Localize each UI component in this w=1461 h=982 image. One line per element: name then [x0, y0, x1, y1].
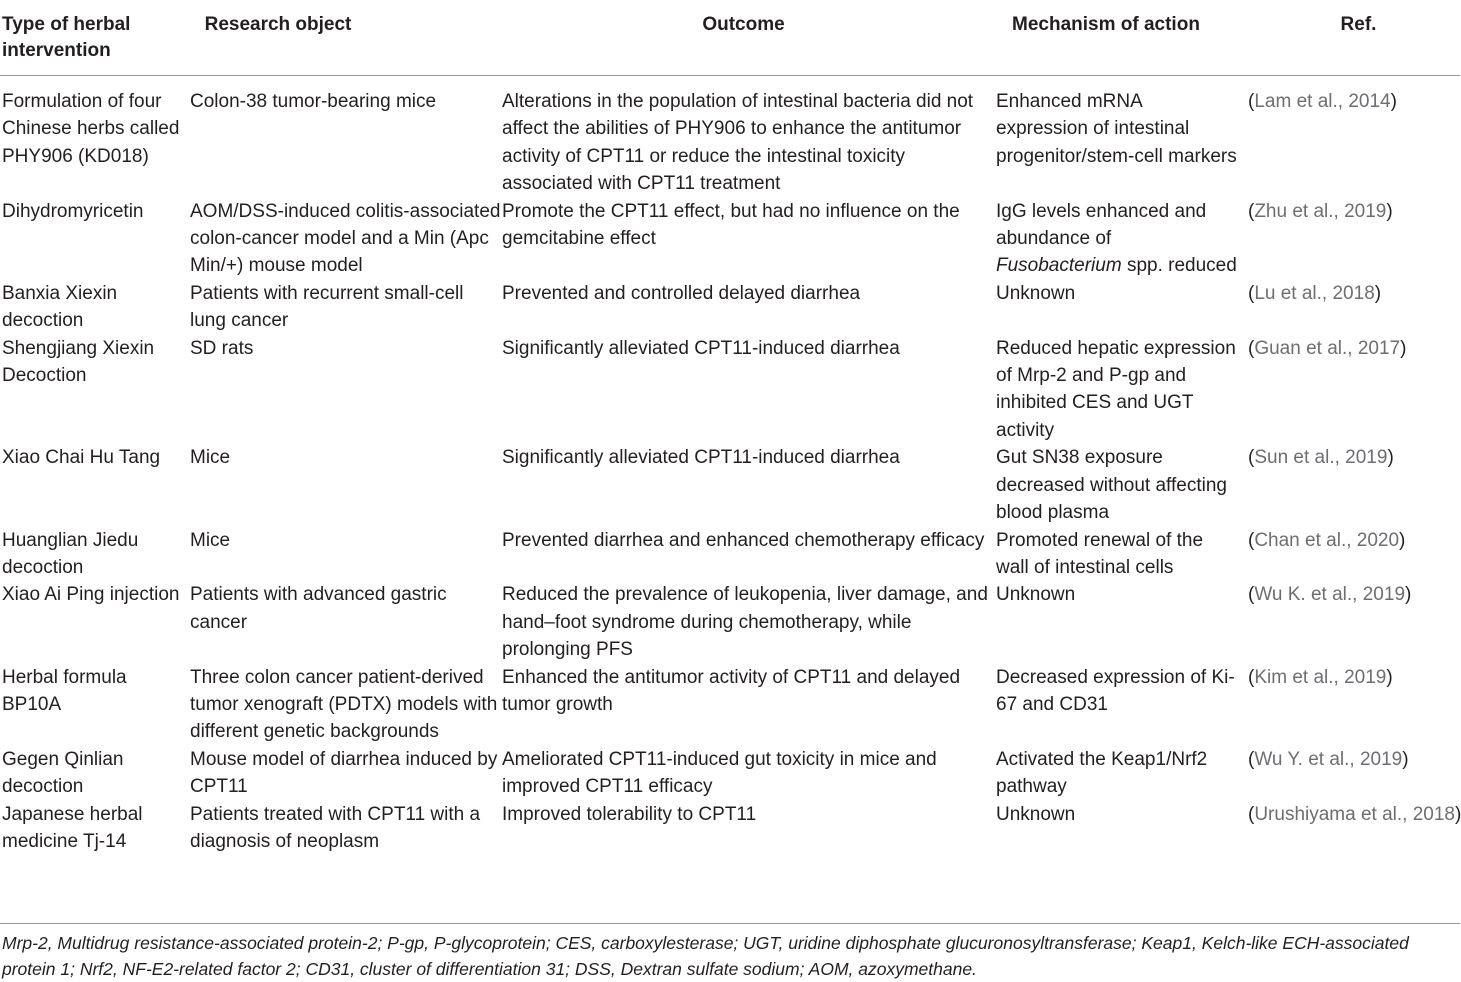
cell-outcome: Promote the CPT11 effect, but had no influence on the gemcitabine effect	[502, 200, 960, 250]
cell-outcome: Ameliorated CPT11-induced gut toxicity in mice and improved CPT11 efficacy	[502, 748, 937, 798]
table-row	[0, 198, 1460, 280]
cell-intervention: Xiao Ai Ping injection	[2, 584, 180, 606]
cell-outcome: Significantly alleviated CPT11-induced diarrhea	[502, 447, 900, 469]
cell-outcome: Enhanced the antitumor activity of CPT11 and delayed tumor growth	[502, 666, 961, 715]
cell-intervention: Formulation of four Chinese herbs called PHY906 (KD018)	[2, 91, 180, 167]
reference-link[interactable]: Lu et al., 2018	[1254, 282, 1375, 304]
reference-link[interactable]: Kim et al., 2019	[1254, 666, 1387, 688]
cell-outcome: Significantly alleviated CPT11-induced diarrhea	[502, 337, 900, 359]
ref-open-paren: (	[1248, 529, 1255, 551]
header-mechanism: Mechanism of action	[996, 0, 1237, 76]
header-row	[0, 0, 1460, 76]
reference-link[interactable]: Wu K. et al., 2019	[1254, 584, 1406, 606]
cell-intervention: Gegen Qinlian decoction	[2, 748, 124, 798]
cell-mechanism: Unknown	[996, 282, 1076, 304]
ref-close-paren: )	[1402, 748, 1409, 770]
ref-close-paren: )	[1374, 282, 1382, 304]
cell-ref	[1237, 198, 1460, 280]
ref-close-paren: )	[1399, 529, 1406, 551]
ref-close-paren: )	[1400, 337, 1407, 359]
cell-mechanism: Activated the Keap1/Nrf2 pathway	[996, 748, 1208, 798]
ref-open-paren: (	[1248, 666, 1255, 688]
cell-research-object: Patients with recurrent small-cell lung cancer	[190, 282, 464, 332]
ref-open-paren: (	[1248, 200, 1255, 222]
reference-link[interactable]: Guan et al., 2017	[1254, 337, 1401, 359]
ref-close-paren: )	[1455, 803, 1461, 825]
table-footnote: Mrp-2, Multidrug resistance-associated protein-2; P-gp, P-glycoprotein; CES, carboxylesterase; UGT, uridine diphosphate glucuronosyltransferase; Keap1, Kelch-like ECH-associated protein 1; Nrf2, NF-E2-related factor 2; CD31, cluster of differentiation 31; DSS, Dextran sulfate sodium; AOM, azoxymethane.	[2, 933, 1409, 979]
cell-intervention: Xiao Chai Hu Tang	[2, 447, 161, 469]
cell-ref	[1237, 76, 1460, 198]
table-row	[0, 801, 1460, 859]
mechanism-text: spp. reduced	[1121, 255, 1237, 277]
ref-close-paren: )	[1387, 447, 1394, 469]
cell-intervention: Japanese herbal medicine Tj-14	[2, 803, 143, 852]
ref-open-paren: (	[1248, 803, 1255, 825]
header-intervention: Type of herbal intervention	[0, 0, 189, 76]
cell-research-object: SD rats	[190, 337, 254, 359]
ref-open-paren: (	[1248, 91, 1255, 112]
table-row	[0, 746, 1460, 801]
cell-research-object: Patients treated with CPT11 with a diagnosis of neoplasm	[190, 803, 481, 852]
mechanism-genus-italic: Fusobacterium	[996, 255, 1122, 277]
cell-ref	[1237, 444, 1460, 526]
cell-ref	[1237, 801, 1460, 859]
table-row	[0, 664, 1460, 746]
ref-open-paren: (	[1248, 748, 1255, 770]
cell-mechanism: Gut SN38 exposure decreased without affecting blood plasma	[996, 447, 1227, 524]
table-header	[0, 0, 1460, 76]
mechanism-text: IgG levels enhanced and abundance of	[996, 200, 1207, 250]
ref-close-paren: )	[1405, 584, 1412, 606]
reference-link[interactable]: Urushiyama et al., 2018	[1254, 803, 1455, 825]
cell-mechanism: Enhanced mRNA expression of intestinal progenitor/stem-cell markers	[996, 91, 1237, 167]
cell-mechanism: Promoted renewal of the wall of intestinal cells	[996, 529, 1204, 578]
table-row	[0, 444, 1460, 526]
cell-intervention: Banxia Xiexin decoction	[2, 282, 118, 332]
ref-open-paren: (	[1248, 447, 1255, 469]
cell-ref	[1237, 335, 1460, 445]
cell-ref	[1237, 527, 1460, 582]
cell-outcome: Prevented diarrhea and enhanced chemotherapy efficacy	[502, 529, 985, 551]
reference-link[interactable]: Zhu et al., 2019	[1254, 200, 1387, 222]
cell-intervention: Shengjiang Xiexin Decoction	[2, 337, 155, 387]
footnote-divider	[0, 923, 1460, 924]
cell-ref	[1237, 581, 1460, 663]
reference-link[interactable]: Sun et al., 2019	[1254, 447, 1388, 469]
cell-intervention: Herbal formula BP10A	[2, 666, 127, 715]
reference-link[interactable]: Chan et al., 2020	[1254, 529, 1400, 551]
cell-intervention: Huanglian Jiedu decoction	[2, 529, 139, 578]
cell-outcome: Reduced the prevalence of leukopenia, liver damage, and hand–foot syndrome during chemotherapy, while prolonging PFS	[502, 584, 988, 661]
reference-link[interactable]: Lam et al., 2014	[1254, 91, 1391, 112]
cell-research-object: Mice	[190, 529, 231, 551]
reference-link[interactable]: Wu Y. et al., 2019	[1254, 748, 1403, 770]
ref-open-paren: (	[1248, 584, 1255, 606]
header-outcome: Outcome	[501, 0, 996, 76]
ref-close-paren: )	[1390, 91, 1397, 112]
cell-outcome: Prevented and controlled delayed diarrhea	[502, 282, 861, 304]
ref-close-paren: )	[1386, 200, 1393, 222]
cell-ref	[1237, 664, 1460, 746]
cell-research-object: AOM/DSS-induced colitis-associated colon-cancer model and a Min (Apc Min/+) mouse model	[190, 200, 501, 277]
cell-mechanism: Unknown	[996, 803, 1076, 825]
table-row	[0, 280, 1460, 335]
cell-ref	[1237, 280, 1460, 335]
cell-outcome: Improved tolerability to CPT11	[502, 803, 757, 825]
table-row	[0, 335, 1460, 445]
table-row	[0, 76, 1460, 198]
cell-research-object: Three colon cancer patient-derived tumor xenograft (PDTX) models with different genetic backgrounds	[190, 666, 498, 743]
cell-research-object: Colon-38 tumor-bearing mice	[190, 91, 437, 112]
cell-mechanism: Reduced hepatic expression of Mrp-2 and P-gp and inhibited CES and UGT activity	[996, 337, 1236, 441]
cell-mechanism: Unknown	[996, 584, 1076, 606]
table-row	[0, 527, 1460, 582]
header-research-object: Research object	[189, 0, 501, 76]
cell-mechanism	[996, 198, 1237, 280]
cell-research-object: Mouse model of diarrhea induced by CPT11	[190, 748, 498, 798]
ref-open-paren: (	[1248, 337, 1255, 359]
cell-outcome: Alterations in the population of intestinal bacteria did not affect the abilities of PHY906 to enhance the antitumor activity of CPT11 or reduce the intestinal toxicity associated with CPT11 treatment	[502, 91, 974, 195]
cell-intervention: Dihydromyricetin	[2, 200, 144, 222]
ref-close-paren: )	[1386, 666, 1393, 688]
header-ref: Ref.	[1237, 0, 1460, 76]
cell-research-object: Patients with advanced gastric cancer	[190, 584, 447, 633]
cell-research-object: Mice	[190, 447, 231, 469]
ref-open-paren: (	[1248, 282, 1255, 304]
table-body	[0, 76, 1460, 859]
table-row	[0, 581, 1460, 663]
cell-ref	[1237, 746, 1460, 801]
cell-mechanism: Decreased expression of Ki-67 and CD31	[996, 666, 1235, 715]
